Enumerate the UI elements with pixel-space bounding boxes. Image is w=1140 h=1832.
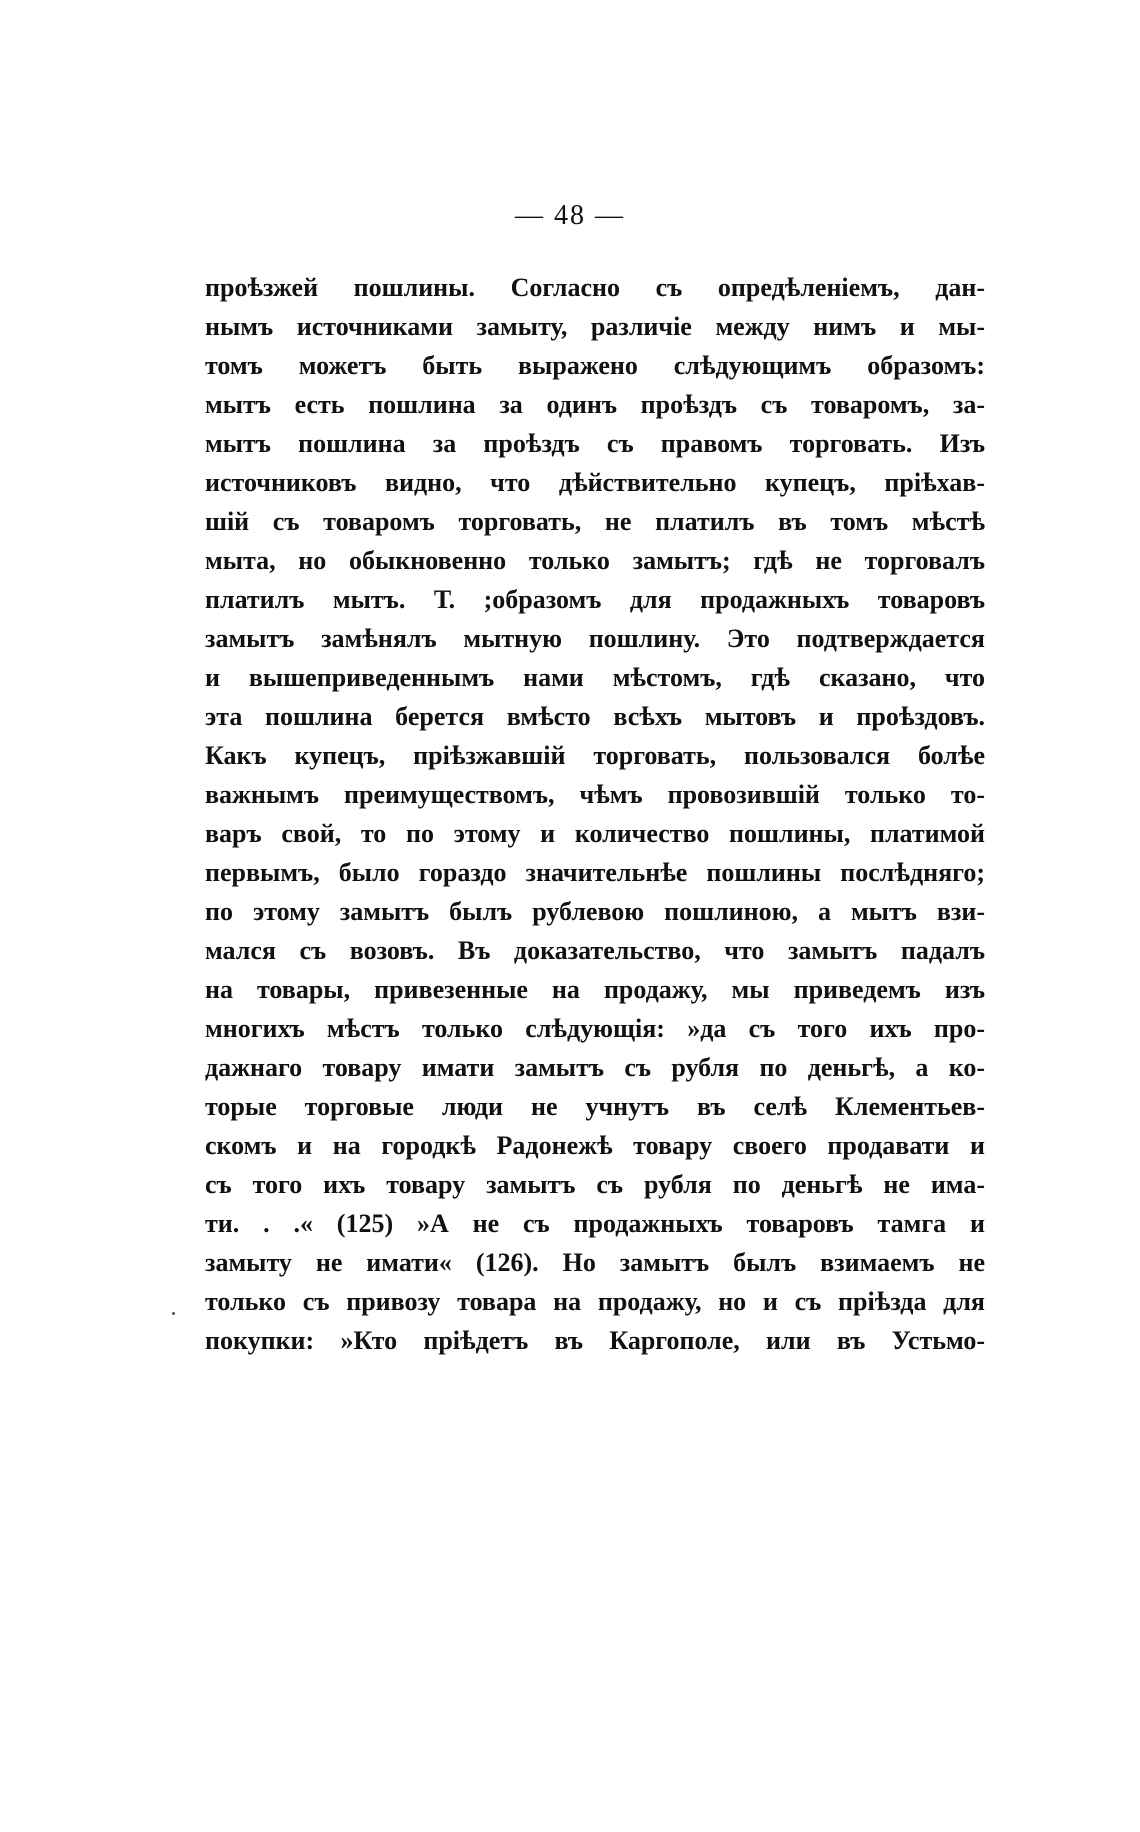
text-line: ти. . .« (125) »А не съ продажныхъ товаровъ тамга и xyxy=(205,1209,985,1238)
text-line: мытъ пошлина за проѣздъ съ правомъ торговать. Изъ xyxy=(205,429,985,458)
text-line: мался съ возовъ. Въ доказательство, что замытъ падалъ xyxy=(205,936,985,965)
text-line: томъ можетъ быть выражено слѣдующимъ образомъ: xyxy=(205,351,985,380)
text-line: только съ привозу товара на продажу, но и съ пріѣзда для xyxy=(205,1287,985,1316)
text-line: варъ свой, то по этому и количество пошлины, платимой xyxy=(205,819,985,848)
text-line: многихъ мѣстъ только слѣдующія: »да съ того ихъ про- xyxy=(205,1014,985,1043)
body-text xyxy=(205,268,985,1360)
text-line: проѣзжей пошлины. Согласно съ опредѣленіемъ, дан- xyxy=(205,273,985,302)
text-line: шій съ товаромъ торговать, не платилъ въ томъ мѣстѣ xyxy=(205,507,985,536)
text-line: по этому замытъ былъ рублевою пошлиною, а мытъ взи- xyxy=(205,897,985,926)
text-line: источниковъ видно, что дѣйствительно купецъ, пріѣхав- xyxy=(205,468,985,497)
text-line: скомъ и на городкѣ Радонежѣ товару своего продавати и xyxy=(205,1131,985,1160)
text-line: покупки: »Кто пріѣдетъ въ Каргополе, или въ Устьмо- xyxy=(205,1326,985,1355)
text-line: замытъ замѣнялъ мытную пошлину. Это подтверждается xyxy=(205,624,985,653)
page-number: — 48 — xyxy=(515,200,625,231)
text-line: первымъ, было гораздо значительнѣе пошлины послѣдняго; xyxy=(205,858,985,887)
text-line: на товары, привезенные на продажу, мы приведемъ изъ xyxy=(205,975,985,1004)
text-line: эта пошлина берется вмѣсто всѣхъ мытовъ и проѣздовъ. xyxy=(205,702,985,731)
margin-speck xyxy=(172,1312,175,1315)
text-line: важнымъ преимуществомъ, чѣмъ провозившій только то- xyxy=(205,780,985,809)
text-line: съ того ихъ товару замытъ съ рубля по деньгѣ не има- xyxy=(205,1170,985,1199)
text-line: Какъ купецъ, пріѣзжавшій торговать, пользовался болѣе xyxy=(205,741,985,770)
text-line: мыта, но обыкновенно только замытъ; гдѣ не торговалъ xyxy=(205,546,985,575)
text-line: и вышеприведеннымъ нами мѣстомъ, гдѣ сказано, что xyxy=(205,663,985,692)
text-line: мытъ есть пошлина за одинъ проѣздъ съ товаромъ, за- xyxy=(205,390,985,419)
text-line: замыту не имати« (126). Но замытъ былъ взимаемъ не xyxy=(205,1248,985,1277)
text-line: платилъ мытъ. Т. ;образомъ для продажныхъ товаровъ xyxy=(205,585,985,614)
text-line: нымъ источниками замыту, различіе между нимъ и мы- xyxy=(205,312,985,341)
text-line: торые торговые люди не учнутъ въ селѣ Клементьев- xyxy=(205,1092,985,1121)
text-line: дажнаго товару имати замытъ съ рубля по деньгѣ, а ко- xyxy=(205,1053,985,1082)
